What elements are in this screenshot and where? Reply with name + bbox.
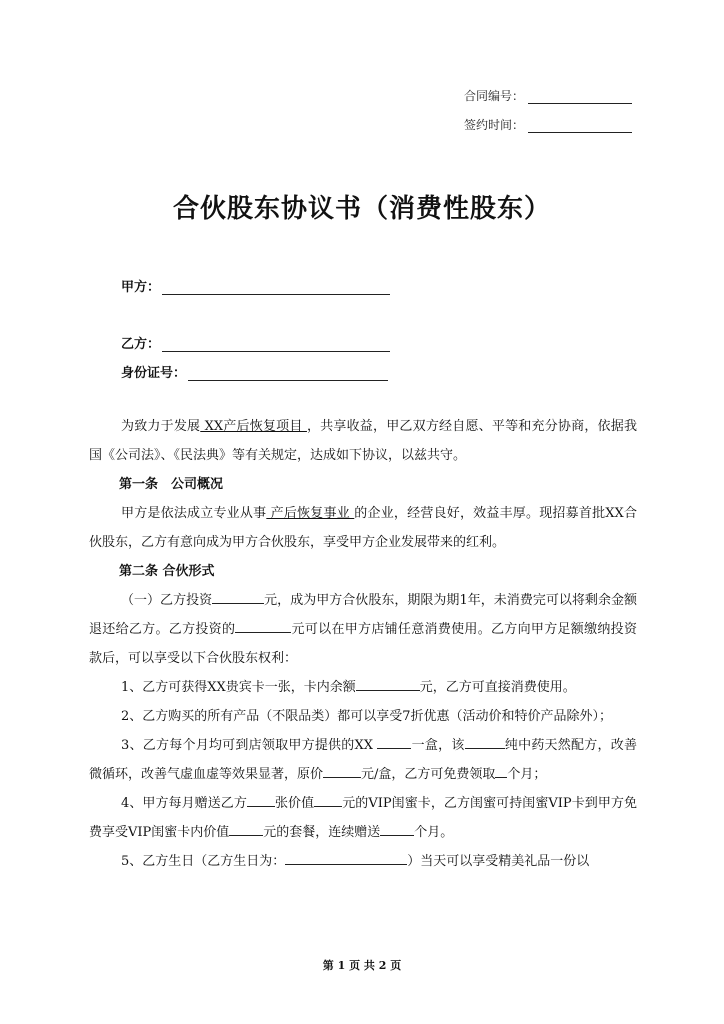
intro-text-a: 为致力于发展 (121, 419, 201, 434)
contract-number-field (464, 87, 632, 104)
item5-text-a: 5、乙方生日（乙方生日为： (121, 854, 286, 869)
party-b-label: 乙方： (121, 337, 161, 352)
gift-months-blank[interactable] (380, 821, 414, 836)
card-balance-blank[interactable] (356, 676, 420, 691)
right-item-5 (89, 847, 637, 876)
item1-text-b: 元，乙方可直接消费使用。 (419, 680, 576, 695)
party-a-blank[interactable] (162, 280, 390, 295)
article-2-paragraph-1 (89, 586, 637, 673)
right-item-1 (89, 673, 637, 702)
contract-number-label: 合同编号： (463, 89, 524, 103)
item5-text-b: ）当天可以享受精美礼品一份以 (407, 854, 590, 869)
right-item-3 (89, 731, 637, 789)
article-1-heading: 第一条 公司概况 (119, 477, 224, 492)
party-a-label: 甲方： (121, 280, 161, 295)
intro-paragraph (89, 412, 637, 470)
party-b-blank[interactable] (162, 337, 390, 352)
original-price-blank[interactable] (323, 763, 361, 778)
item4-text-a: 4、甲方每月赠送乙方 (121, 796, 247, 811)
item3-text-a: 3、乙方每个月均可到店领取甲方提供的XX (121, 738, 378, 753)
business-name: 产后恢复事业 (266, 506, 355, 521)
package-value-blank[interactable] (229, 821, 263, 836)
party-b-field (121, 333, 390, 352)
product-blank-2[interactable] (465, 734, 505, 749)
right-item-4 (89, 789, 637, 847)
months-blank[interactable] (495, 763, 507, 778)
a2-text-b: 元，成为甲方合伙股东，期限为期1年，未消费完可以将剩余金额退还给乙方。乙方投资的 (89, 593, 637, 637)
item4-text-e: 个月。 (414, 825, 454, 840)
sign-time-label: 签约时间： (463, 118, 524, 132)
item4-text-c: 元的VIP闺蜜卡，乙方闺蜜可持闺蜜VIP卡到甲方免费享受VIP闺蜜卡内价值 (89, 796, 637, 840)
product-name-blank[interactable] (377, 734, 411, 749)
card-count-blank[interactable] (247, 792, 275, 807)
right-item-2: 2、乙方购买的所有产品（不限品类）都可以享受7折优惠（活动价和特价产品除外）； (121, 709, 613, 724)
item3-text-d: 元/盒，乙方可免费领取 (361, 767, 496, 782)
id-number-field (121, 362, 388, 381)
item1-text-a: 1、乙方可获得XX贵宾卡一张，卡内余额 (121, 680, 356, 695)
card-value-blank[interactable] (314, 792, 342, 807)
document-title: 合伙股东协议书（消费性股东） (172, 194, 551, 224)
id-number-label: 身份证号： (121, 366, 187, 381)
project-name: XX产后恢复项目 (200, 419, 307, 434)
investment-amount-blank[interactable] (212, 589, 264, 604)
id-number-blank[interactable] (188, 366, 388, 381)
a2-text-c: 元可以在甲方店铺任意消费使用。乙方向甲方足额缴纳投资款后，可以享受以下合伙股东权利： (89, 622, 637, 666)
article-1-text-b: 的企业，经营良好，效益丰厚。现招募首批XX合伙股东，乙方有意向成为甲方合伙股东，享受甲方企业发展带来的红利。 (89, 506, 637, 550)
article-1-paragraph (89, 499, 637, 557)
contract-number-blank[interactable] (528, 91, 632, 104)
sign-time-field (464, 116, 632, 133)
a2-text-a: （一）乙方投资 (121, 593, 213, 608)
item3-text-b: 一盒，该 (411, 738, 465, 753)
article-2-heading: 第二条 合伙形式 (119, 564, 215, 579)
consumption-amount-blank[interactable] (235, 618, 291, 633)
item3-text-c: 纯中药天然配方，改善微循环，改善气虚血虚等效果显著，原价 (89, 738, 637, 782)
contract-body (89, 412, 637, 876)
item3-text-e: 个月； (507, 767, 547, 782)
item4-text-b: 张价值 (274, 796, 315, 811)
party-a-field (121, 276, 390, 295)
sign-time-blank[interactable] (528, 120, 632, 133)
intro-text-b: ，共享收益，甲乙双方经自愿、平等和充分协商，依据我国《公司法》、《民法典》等有关规定，达成如下协议，以兹共守。 (89, 419, 637, 463)
birthday-blank[interactable] (285, 850, 407, 865)
item4-text-d: 元的套餐，连续赠送 (263, 825, 381, 840)
article-1-text-a: 甲方是依法成立专业从事 (121, 506, 267, 521)
page-footer: 第 1 页 共 2 页 (322, 959, 402, 972)
